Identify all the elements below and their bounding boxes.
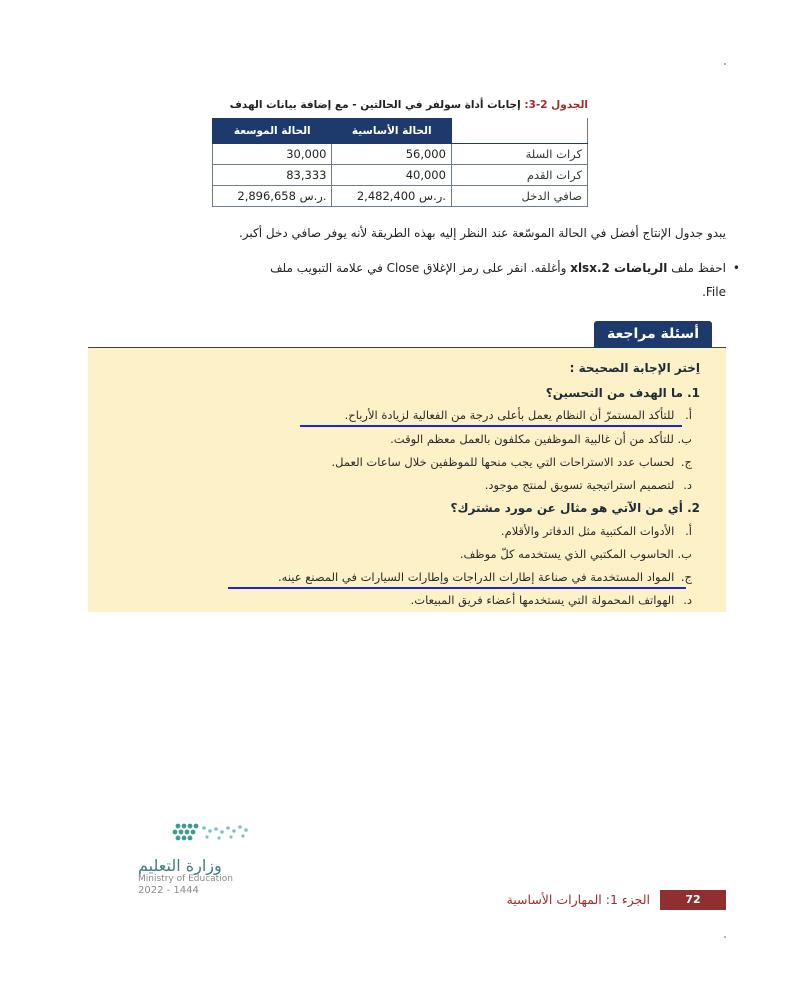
instruction-bullet [86,256,740,304]
bullet-file-name: الرياضات 2.xlsx [570,261,668,275]
q1-option-a: أ. للتأكد المستمرّ أن النظام يعمل بأعلى درجة من الفعالية لزيادة الأرباح. [344,408,692,422]
section-label: الجزء 1: المهارات الأساسية [506,892,650,907]
solver-results-table [212,118,588,207]
table-header-row [213,119,588,144]
row-label: صافي الدخل [451,186,587,207]
cell-base: 56,000 [405,147,446,161]
cell-base: 40,000 [405,168,446,182]
ministry-logo [130,818,265,896]
q1-option-c: ج. لحساب عدد الاستراحات التي يجب منحها للموظفين خلال ساعات العمل. [331,455,692,469]
ministry-logo-icon [130,818,260,854]
table-caption-text: إجابات أداة سولفر في الحالتين - مع إضافة بيانات الهدف [229,99,521,111]
question-1: 1. ما الهدف من التحسين؟ [545,386,700,400]
q1-option-b: ب. للتأكد من أن غالبية الموظفين مكلفون بالعمل معظم الوقت. [390,432,692,446]
header-empty [451,119,587,144]
bullet-dot: • [732,261,740,275]
q2-option-a: أ. الأدوات المكتبية مثل الدفاتر والأقلام. [500,524,692,538]
cell-expanded: 2,896,658 ر.س. [237,189,327,203]
table-caption-number: الجدول 2-3: [524,99,588,111]
answer-underline-q2 [228,587,686,589]
q2-option-b: ب. الحاسوب المكتبي الذي يستخدمه كلّ موظف. [459,547,692,561]
review-instruction: اِختر الإجابة الصحيحة : [569,361,700,375]
cell-expanded: 83,333 [286,168,327,182]
cell-base: 2,482,400 ر.س. [356,189,446,203]
page-number: 72 [660,890,726,910]
q2-option-d: د. الهواتف المحمولة التي يستخدمها أعضاء فريق المبيعات. [410,593,692,607]
table-caption [230,99,588,111]
bullet-text-2: وأغلقه. انقر على رمز الإغلاق Close في علامة التبويب ملف [270,261,567,275]
page-mark-bottom [724,936,726,938]
body-paragraph: يبدو جدول الإنتاج أفضل في الحالة الموسّعة عند النظر إليه بهذه الطريقة لأنه يوفر صافي دخل أكبر. [238,226,726,240]
page-mark-top [724,63,726,65]
ministry-name-english: Ministry of Education [138,874,233,884]
header-base: الحالة الأساسية [332,119,451,144]
ministry-name-arabic: وزارة التعليم [138,856,222,875]
cell-expanded: 30,000 [286,147,327,161]
table-row [213,186,588,207]
row-label: كرات السلة [451,144,587,165]
ministry-year: 2022 - 1444 [138,885,199,896]
answer-underline-q1 [300,425,682,427]
q1-option-d: د. لتصميم استراتيجية تسويق لمنتج موجود. [484,478,692,492]
question-2: 2. أي من الآتي هو مثال عن مورد مشترك؟ [450,501,700,515]
table-row [213,144,588,165]
header-expanded: الحالة الموسعة [213,119,332,144]
review-tab: أسئلة مراجعة [594,321,712,348]
q2-option-c: ج. المواد المستخدمة في صناعة إطارات الدراجات وإطارات السيارات في المصنع عينه. [278,570,692,584]
bullet-text-1: احفظ ملف [671,261,726,275]
table-row [213,165,588,186]
bullet-text-3: File. [702,285,726,299]
row-label: كرات القدم [451,165,587,186]
